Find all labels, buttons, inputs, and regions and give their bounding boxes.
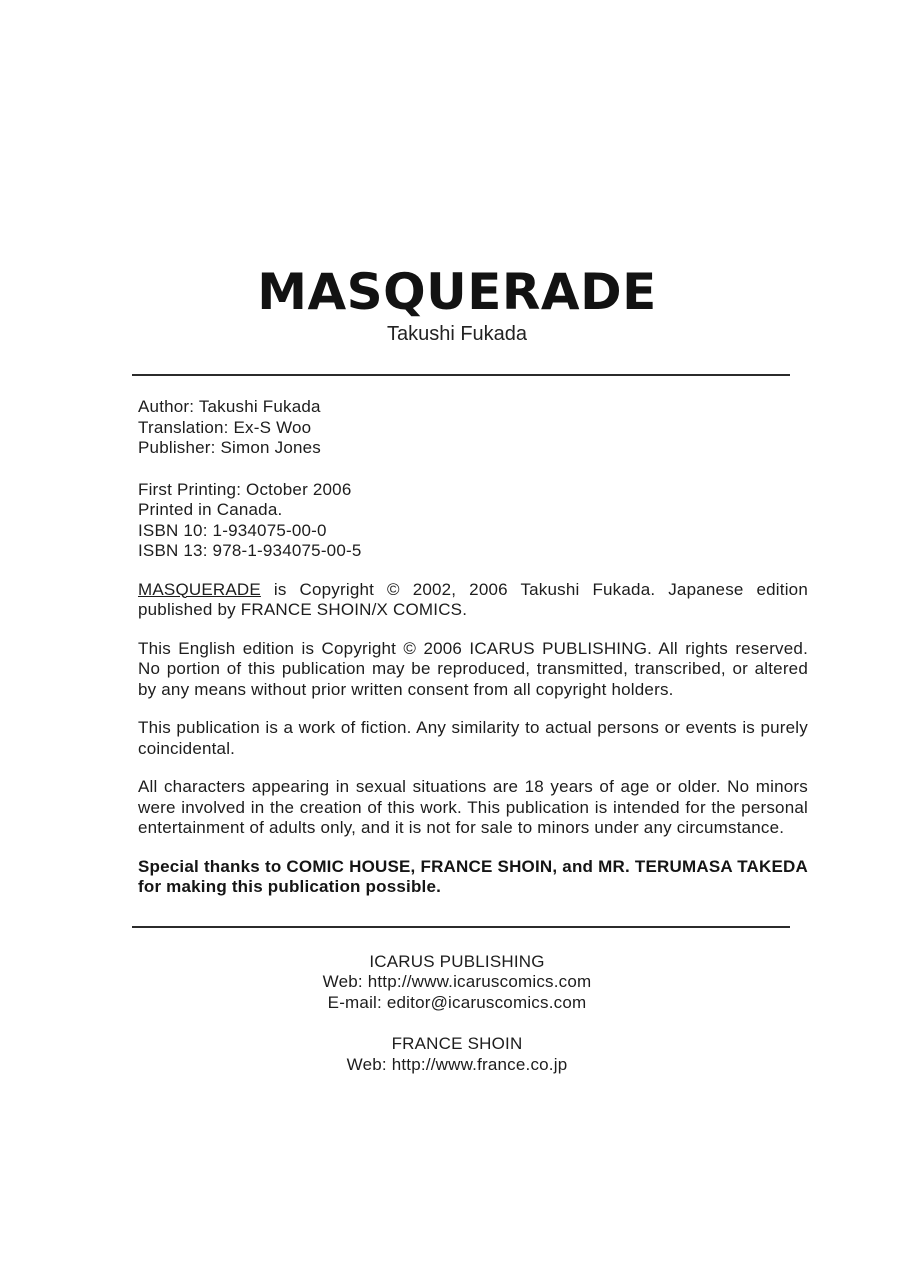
credit-publisher-line: Publisher: Simon Jones xyxy=(138,438,321,457)
copyright-japanese-paragraph xyxy=(138,580,808,621)
book-title: MASQUERADE xyxy=(257,263,657,321)
divider-top xyxy=(132,374,790,376)
publisher-name: ICARUS PUBLISHING xyxy=(369,951,545,971)
colophon-body xyxy=(138,397,808,898)
title-block xyxy=(0,0,914,346)
publisher-web-line: Web: http://www.icaruscomics.com xyxy=(322,972,592,991)
underlined-title: MASQUERADE xyxy=(138,579,261,599)
first-printing-line: First Printing: October 2006 xyxy=(138,479,352,499)
copyright-japanese-text: is Copyright © 2002, 2006 Takushi Fukada. Japanese edition published by FRANCE SHOIN/X COMICS. xyxy=(138,579,808,619)
credits-group xyxy=(138,397,808,459)
copyright-english-paragraph: This English edition is Copyright © 2006 ICARUS PUBLISHING. All rights reserved. No portion of this publication may be reproduced, transmitted, transcribed, or altered by any means without prior written consent from all copyright holders. xyxy=(138,638,808,699)
credit-translation-line: Translation: Ex-S Woo xyxy=(138,417,312,437)
publisher-france-shoin xyxy=(122,1034,792,1075)
fiction-disclaimer-paragraph: This publication is a work of fiction. Any similarity to actual persons or events is purely coincidental. xyxy=(138,718,808,758)
isbn13-line: ISBN 13: 978-1-934075-00-5 xyxy=(138,541,362,560)
publisher-web-line: Web: http://www.france.co.jp xyxy=(346,1054,568,1074)
special-thanks-paragraph: Special thanks to COMIC HOUSE, FRANCE SHOIN, and MR. TERUMASA TAKEDA for making this publication possible. xyxy=(138,856,808,896)
publisher-icarus xyxy=(122,952,792,1014)
book-author: Takushi Fukada xyxy=(386,323,528,345)
publisher-name: FRANCE SHOIN xyxy=(391,1034,523,1053)
divider-bottom xyxy=(132,926,790,928)
isbn10-line: ISBN 10: 1-934075-00-0 xyxy=(138,520,327,540)
publisher-email-line: E-mail: editor@icaruscomics.com xyxy=(327,992,587,1012)
printed-in-line: Printed in Canada. xyxy=(138,500,283,519)
printing-group xyxy=(138,480,808,562)
adult-disclaimer-paragraph: All characters appearing in sexual situations are 18 years of age or older. No minors were involved in the creation of this work. This publication is intended for the personal entertainment of adults only, and it is not for sale to minors under any circumstance. xyxy=(138,777,808,837)
credit-author-line: Author: Takushi Fukada xyxy=(138,397,321,416)
publishers-block xyxy=(122,952,792,1076)
